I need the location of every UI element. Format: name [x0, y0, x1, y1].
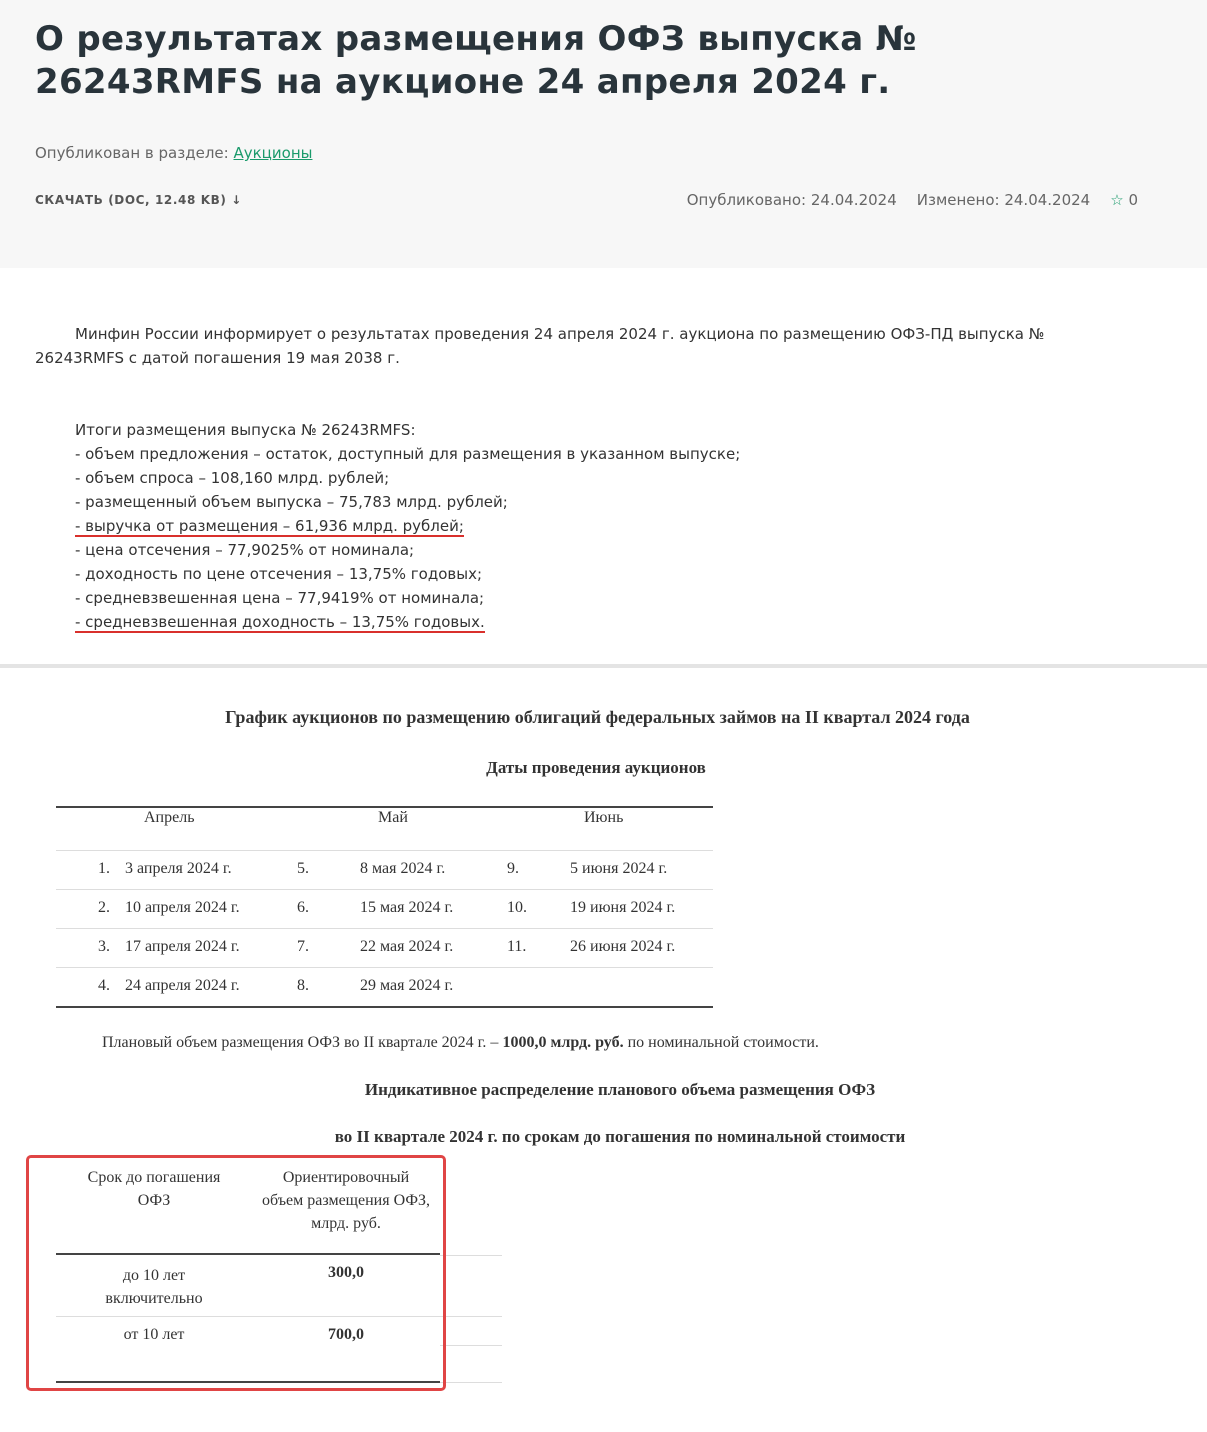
published-date: Опубликовано: 24.04.2024 [686, 191, 897, 209]
auction-number: 9. [507, 860, 519, 877]
result-item: - размещенный объем выпуска – 75,783 млрд. рублей; [75, 493, 508, 511]
auction-date: 3 апреля 2024 г. [125, 860, 232, 877]
term-cell: от 10 лет [123, 1326, 185, 1343]
auction-date: 17 апреля 2024 г. [125, 938, 240, 955]
row-divider [56, 928, 713, 929]
plan-text: Плановый объем размещения ОФЗ во II квартале 2024 г. – [102, 1034, 503, 1051]
row-divider [56, 889, 713, 890]
auction-date: 10 апреля 2024 г. [125, 899, 240, 916]
month-header: Июнь [584, 809, 624, 826]
distribution-title: Индикативное распределение планового объема размещения ОФЗ [364, 1080, 876, 1099]
auction-date: 15 мая 2024 г. [360, 899, 454, 916]
download-button[interactable] [35, 193, 242, 207]
schedule-title: График аукционов по размещению облигаций федеральных займов на II квартал 2024 года [225, 707, 970, 727]
results-title: Итоги размещения выпуска № 26243RMFS: [75, 421, 416, 439]
result-item-highlighted: - выручка от размещения – 61,936 млрд. рублей; [75, 517, 464, 535]
highlight-box [26, 1155, 446, 1391]
auction-number: 5. [297, 860, 309, 877]
auction-date: 29 мая 2024 г. [360, 977, 454, 994]
month-header: Май [378, 809, 408, 826]
auction-number: 7. [297, 938, 309, 955]
result-item: - объем спроса – 108,160 млрд. рублей; [75, 469, 390, 487]
favorites-count: 0 [1128, 191, 1138, 209]
row-divider [56, 967, 713, 968]
auction-number: 4. [98, 977, 110, 994]
modified-date: Изменено: 24.04.2024 [916, 191, 1091, 209]
result-item: - доходность по цене отсечения – 13,75% годовых; [75, 565, 483, 583]
volume-cell: 700,0 [328, 1326, 364, 1343]
term-cell: до 10 лет включительно [105, 1267, 203, 1307]
download-label: СКАЧАТЬ (DOC, 12.48 KB) [35, 193, 227, 207]
auction-number: 11. [507, 938, 527, 955]
divider [0, 664, 1207, 668]
auction-date: 19 июня 2024 г. [570, 899, 676, 916]
result-item: - средневзвешенная цена – 77,9419% от номинала; [75, 589, 485, 607]
plan-text: по номинальной стоимости. [623, 1034, 819, 1051]
auction-number: 8. [297, 977, 309, 994]
auction-number: 1. [98, 860, 110, 877]
auction-date: 22 мая 2024 г. [360, 938, 454, 955]
auction-date: 26 июня 2024 г. [570, 938, 676, 955]
volume-cell: 300,0 [328, 1264, 364, 1281]
result-item-highlighted: - средневзвешенная доходность – 13,75% годовых. [75, 613, 485, 631]
auction-date: 5 июня 2024 г. [570, 860, 668, 877]
results-list [75, 442, 1115, 634]
result-item: - объем предложения – остаток, доступный для размещения в указанном выпуске; [75, 445, 741, 463]
auction-date: 24 апреля 2024 г. [125, 977, 240, 994]
favorite-button[interactable] [1110, 191, 1138, 209]
auction-number: 10. [507, 899, 527, 916]
intro-text: Минфин России информирует о результатах проведения 24 апреля 2024 г. аукциона по размещению ОФЗ-ПД выпуска № 26243RMFS с датой погашения 19 мая 2038 г. [35, 325, 1045, 367]
column-header: Ориентировочный объем размещения ОФЗ, млрд. руб. [262, 1169, 430, 1232]
auction-date: 8 мая 2024 г. [360, 860, 446, 877]
page-header [0, 0, 1207, 268]
section-link[interactable]: Аукционы [233, 144, 313, 162]
schedule-subtitle: Даты проведения аукционов [486, 758, 706, 777]
result-item: - цена отсечения – 77,9025% от номинала; [75, 541, 415, 559]
star-icon: ☆ [1110, 191, 1124, 209]
page-title: О результатах размещения ОФЗ выпуска № 26243RMFS на аукционе 24 апреля 2024 г. [35, 19, 917, 102]
month-header: Апрель [144, 809, 195, 826]
section-label: Опубликован в разделе: [35, 144, 229, 162]
section-info [35, 144, 312, 162]
plan-amount: 1000,0 млрд. руб. [502, 1034, 624, 1051]
meta [687, 191, 1138, 209]
auction-number: 3. [98, 938, 110, 955]
auction-number: 6. [297, 899, 309, 916]
auction-number: 2. [98, 899, 110, 916]
column-header: Срок до погашения ОФЗ [87, 1169, 221, 1209]
plan-volume [102, 1034, 819, 1052]
arrow-down-icon: ↓ [231, 193, 242, 207]
distribution-subtitle: во II квартале 2024 г. по срокам до погашения по номинальной стоимости [334, 1127, 906, 1146]
